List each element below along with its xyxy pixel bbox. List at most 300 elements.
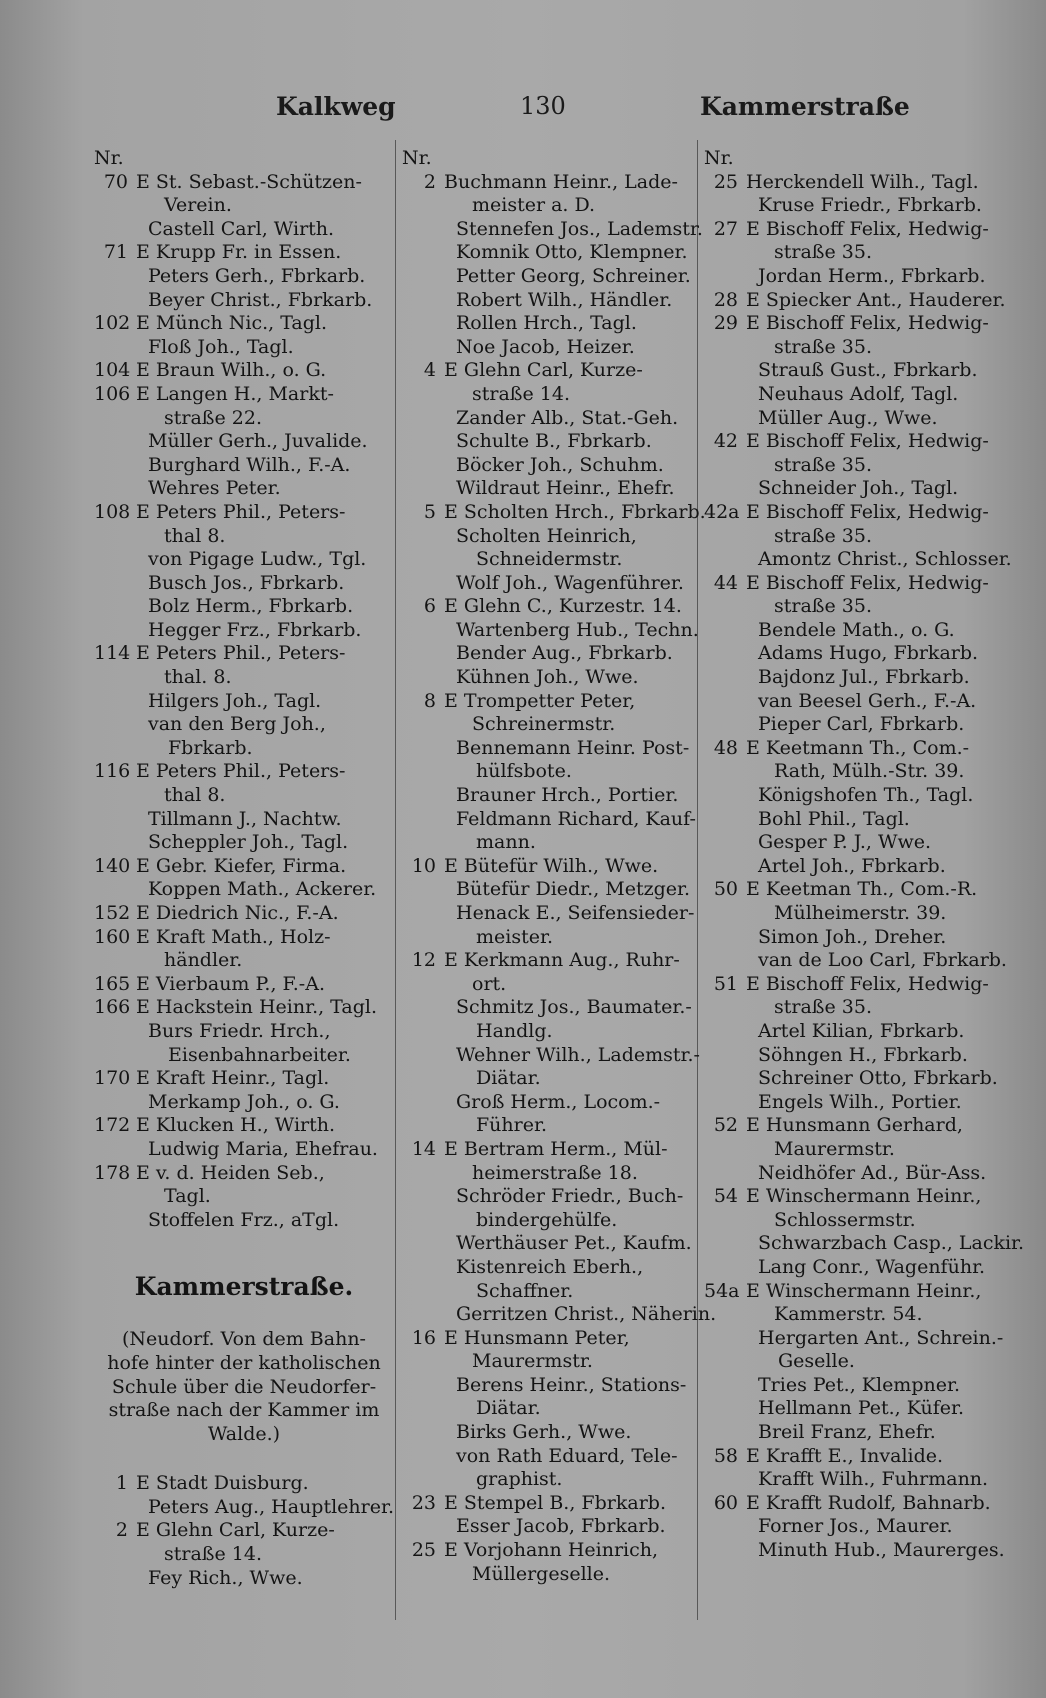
resident-text: Schneider Joh., Tagl. <box>758 477 959 500</box>
resident-text: Müller Aug., Wwe. <box>758 406 938 429</box>
entry-line <box>704 1492 1004 1516</box>
resident-text: E Keetman Th., Com.-R. <box>746 878 978 901</box>
resident-text: E Bischoff Felix, Hedwig- <box>746 571 989 594</box>
house-number: 106 <box>94 382 131 405</box>
resident-text: Breil Franz, Ehefr. <box>758 1421 936 1444</box>
entry-line <box>704 1515 1004 1539</box>
entry-line <box>704 1256 1004 1280</box>
entry-line <box>704 973 1004 997</box>
entry-line <box>402 194 694 218</box>
resident-text: Artel Joh., Fbrkarb. <box>758 854 946 877</box>
resident-text: Henack E., Seifensieder- <box>456 902 695 924</box>
entry-line <box>704 1421 1004 1445</box>
resident-text: Kammerstr. 54. <box>774 1303 923 1326</box>
column-divider-1 <box>395 140 396 1620</box>
resident-text: Fbrkarb. <box>168 736 253 759</box>
resident-text: E Peters Phil., Peters- <box>136 760 346 783</box>
entry-line <box>402 1303 717 1327</box>
entry-line <box>402 1162 694 1186</box>
resident-text: Werthäuser Pet., Kaufm. <box>456 1232 692 1255</box>
entry-line <box>402 1043 700 1068</box>
house-number: 14 <box>411 1137 436 1160</box>
entry-line <box>704 336 1004 360</box>
entry-line <box>402 902 694 926</box>
resident-text: Schreinermstr. <box>472 713 616 736</box>
entry-line <box>94 690 394 714</box>
entry-line <box>402 1232 694 1256</box>
resident-text: Wildraut Heinr., Ehefr. <box>456 477 675 500</box>
resident-text: E Glehn Carl, Kurze- <box>444 359 643 382</box>
entry-line <box>402 926 694 950</box>
resident-text: Adams Hugo, Fbrkarb. <box>758 642 979 665</box>
house-number: 51 <box>713 972 738 995</box>
column-3 <box>704 147 1025 1563</box>
resident-text: E Bertram Herm., Mül- <box>444 1137 668 1160</box>
entry-line <box>94 289 394 313</box>
entry-line <box>704 1138 1004 1162</box>
entry-line <box>402 949 694 973</box>
entry-line <box>704 737 1004 761</box>
entry-line <box>704 1350 1004 1374</box>
resident-text: Geselle. <box>778 1350 855 1373</box>
entry-line <box>94 595 394 619</box>
resident-text: Königshofen Th., Tagl. <box>758 784 974 807</box>
entry-line <box>402 359 694 383</box>
house-number: 54 <box>713 1185 738 1208</box>
entry-line <box>94 1067 394 1091</box>
resident-text: meister a. D. <box>472 194 596 217</box>
entry-line <box>94 525 394 549</box>
resident-text: Hilgers Joh., Tagl. <box>148 689 322 712</box>
resident-text: Kistenreich Eberh., <box>456 1255 644 1278</box>
resident-text: händler. <box>164 949 243 972</box>
entry-line <box>402 312 694 336</box>
resident-text: Führer. <box>476 1114 548 1137</box>
page-number: 130 <box>520 92 566 120</box>
house-number: 2 <box>115 1519 128 1542</box>
resident-text: E Langen H., Markt- <box>136 382 334 405</box>
entry-line <box>402 383 694 407</box>
resident-text: hülfsbote. <box>476 760 572 783</box>
entry-line <box>704 1232 1025 1256</box>
entry-line <box>704 265 1004 289</box>
entry-line <box>94 808 394 832</box>
entry-line <box>94 1138 394 1162</box>
resident-text: thal 8. <box>164 784 226 807</box>
entry-line <box>704 241 1004 265</box>
entry-line <box>94 1543 394 1567</box>
entry-line <box>402 1091 694 1115</box>
resident-text: Beyer Christ., Fbrkarb. <box>148 288 373 311</box>
entry-line <box>402 855 694 879</box>
resident-text: Bender Aug., Fbrkarb. <box>456 642 673 665</box>
resident-text: von Rath Eduard, Tele- <box>456 1444 678 1467</box>
resident-text: Herckendell Wilh., Tagl. <box>746 170 979 193</box>
resident-text: Fey Rich., Wwe. <box>148 1566 303 1589</box>
house-number: 48 <box>713 736 738 759</box>
entry-line <box>402 217 703 242</box>
entry-line <box>704 477 1004 501</box>
house-number: 170 <box>94 1067 131 1090</box>
resident-text: Schulte B., Fbrkarb. <box>456 430 652 453</box>
house-number: 12 <box>411 949 436 972</box>
entry-line <box>704 1020 1004 1044</box>
resident-text: E Hunsmann Peter, <box>444 1326 630 1349</box>
entry-line <box>402 1185 694 1209</box>
entry-line <box>94 383 394 407</box>
resident-text: Robert Wilh., Händler. <box>456 288 673 311</box>
entry-line <box>704 949 1007 973</box>
resident-text: Strauß Gust., Fbrkarb. <box>758 359 978 382</box>
resident-text: Müllergeselle. <box>472 1562 611 1585</box>
section-description-line: Walde.) <box>207 1422 281 1445</box>
entry-line <box>402 690 694 714</box>
entry-line <box>402 1114 694 1138</box>
resident-text: Maurermstr. <box>774 1137 895 1160</box>
entry-line <box>704 666 1004 690</box>
entry-line <box>704 760 1004 784</box>
resident-text: straße 22. <box>164 406 262 429</box>
resident-text: E Braun Wilh., o. G. <box>136 359 327 382</box>
resident-text: Bendele Math., o. G. <box>758 618 955 641</box>
entry-line <box>704 1303 1004 1327</box>
resident-text: E Bischoff Felix, Hedwig- <box>746 312 989 335</box>
entry-line <box>704 808 1004 832</box>
resident-text: Simon Joh., Dreher. <box>758 925 947 948</box>
house-number: 166 <box>94 996 131 1019</box>
resident-text: E Krafft E., Invalide. <box>746 1444 944 1467</box>
resident-text: mann. <box>476 831 536 854</box>
resident-text: Schröder Friedr., Buch- <box>456 1185 684 1208</box>
entry-line <box>94 430 394 454</box>
entry-line <box>402 878 694 902</box>
house-number: 5 <box>423 500 436 523</box>
resident-text: E Stempel B., Fbrkarb. <box>444 1491 666 1514</box>
resident-text: E St. Sebast.-Schützen- <box>136 170 362 193</box>
entry-line <box>94 902 394 926</box>
resident-text: Bajdonz Jul., Fbrkarb. <box>758 666 970 689</box>
entry-line <box>402 831 694 855</box>
entry-line <box>94 666 394 690</box>
entry-line <box>402 784 694 808</box>
house-number: 16 <box>411 1326 436 1349</box>
resident-text: Wehner Wilh., Lademstr.- <box>456 1043 700 1066</box>
resident-text: van Beesel Gerh., F.-A. <box>758 689 977 712</box>
resident-text: E Peters Phil., Peters- <box>136 642 346 665</box>
entry-line <box>402 1350 694 1374</box>
house-number: 25 <box>713 170 738 193</box>
entry-line <box>402 1468 694 1492</box>
resident-text: straße 35. <box>774 453 872 476</box>
resident-text: E Vorjohann Heinrich, <box>444 1539 659 1562</box>
entry-line <box>94 855 394 879</box>
resident-text: E Kerkmann Aug., Ruhr- <box>444 949 680 972</box>
resident-text: Gerritzen Christ., Näherin. <box>456 1303 717 1326</box>
resident-text: Wartenberg Hub., Techn. <box>456 618 699 641</box>
entry-line <box>402 265 694 289</box>
resident-text: Krafft Wilh., Fuhrmann. <box>758 1468 989 1491</box>
entry-line <box>402 500 706 525</box>
resident-text: Rath, Mülh.-Str. 39. <box>774 760 965 783</box>
entry-line <box>704 359 1004 383</box>
resident-text: Groß Herm., Locom.- <box>456 1090 661 1113</box>
house-number: 172 <box>94 1114 131 1137</box>
house-number: 42a <box>704 500 740 523</box>
entry-line <box>704 902 1004 926</box>
entry-line <box>704 430 1004 454</box>
entry-line <box>94 336 394 360</box>
resident-text: Bennemann Heinr. Post- <box>456 736 690 759</box>
entry-line <box>402 1020 694 1044</box>
house-number: 178 <box>94 1161 131 1184</box>
resident-text: E Winschermann Heinr., <box>746 1185 982 1208</box>
entry-line <box>94 926 394 950</box>
entry-line <box>402 548 694 572</box>
resident-text: E Bischoff Felix, Hedwig- <box>746 500 989 523</box>
entry-line <box>704 1327 1004 1351</box>
entry-line <box>402 1374 694 1398</box>
resident-text: Bohl Phil., Tagl. <box>758 807 910 830</box>
entry-line <box>704 501 1004 525</box>
entry-line <box>402 760 694 784</box>
entry-line <box>704 1374 1004 1398</box>
resident-text: Hellmann Pet., Küfer. <box>758 1397 965 1420</box>
entry-line <box>704 619 1004 643</box>
entry-line <box>402 1421 694 1445</box>
section-description-line: Schule über die Neudorfer- <box>111 1375 377 1398</box>
resident-text: E Münch Nic., Tagl. <box>136 312 328 335</box>
house-number: 1 <box>115 1472 128 1495</box>
entry-line <box>94 241 394 265</box>
resident-text: Wehres Peter. <box>148 477 281 500</box>
house-number: 140 <box>94 854 131 877</box>
house-number: 165 <box>94 972 131 995</box>
entry-line <box>704 1162 1004 1186</box>
resident-text: Busch Jos., Fbrkarb. <box>148 571 345 594</box>
entry-line <box>402 737 694 761</box>
entry-line <box>704 642 1004 666</box>
resident-text: Burs Friedr. Hrch., <box>148 1019 331 1042</box>
resident-text: Bolz Herm., Fbrkarb. <box>148 595 354 618</box>
entry-line <box>704 1539 1004 1563</box>
entry-line <box>402 666 694 690</box>
entry-line <box>94 760 394 784</box>
resident-text: Buchmann Heinr., Lade- <box>444 170 678 193</box>
resident-text: E Glehn Carl, Kurze- <box>136 1519 335 1542</box>
house-number: 23 <box>411 1491 436 1514</box>
resident-text: Artel Kilian, Fbrkarb. <box>758 1019 965 1042</box>
house-number: 160 <box>94 925 131 948</box>
entry-line <box>402 1327 694 1351</box>
entry-line <box>94 171 394 195</box>
resident-text: E Bütefür Wilh., Wwe. <box>444 854 659 877</box>
entry-line <box>94 1567 394 1591</box>
entry-line <box>402 1138 694 1162</box>
entry-line <box>94 1020 394 1044</box>
resident-text: E Klucken H., Wirth. <box>136 1114 336 1137</box>
entry-line <box>402 454 694 478</box>
resident-text: Scholten Heinrich, <box>456 524 637 547</box>
entry-line <box>704 194 1004 218</box>
resident-text: Tries Pet., Klempner. <box>758 1373 961 1396</box>
entry-line <box>94 359 394 383</box>
house-number: 44 <box>713 571 738 594</box>
resident-text: Neidhöfer Ad., Bür-Ass. <box>758 1161 987 1184</box>
resident-text: E Hackstein Heinr., Tagl. <box>136 996 377 1019</box>
entry-line <box>402 996 694 1020</box>
entry-line <box>94 619 394 643</box>
entry-line <box>704 1044 1004 1068</box>
resident-text: Maurermstr. <box>472 1350 593 1373</box>
entry-line <box>94 1519 394 1543</box>
resident-text: Castell Carl, Wirth. <box>148 217 335 240</box>
entry-line <box>704 1397 1004 1421</box>
house-number: 42 <box>713 430 738 453</box>
entry-line <box>402 336 694 360</box>
house-number: 29 <box>713 312 738 335</box>
entry-line <box>402 1515 694 1539</box>
resident-text: E Vierbaum P., F.-A. <box>136 972 325 995</box>
resident-text: E Hunsmann Gerhard, <box>746 1114 963 1137</box>
entry-line <box>704 784 1004 808</box>
entry-line <box>94 973 394 997</box>
entry-line <box>94 949 394 973</box>
resident-text: Bütefür Diedr., Metzger. <box>456 878 691 901</box>
entry-line <box>94 572 394 596</box>
entry-line <box>704 878 1004 902</box>
entry-line <box>94 194 394 218</box>
entry-line <box>402 289 694 313</box>
house-number: 71 <box>103 241 128 264</box>
resident-text: Petter Georg, Schreiner. <box>456 264 691 287</box>
entry-line <box>402 572 694 596</box>
resident-text: E Trompetter Peter, <box>444 689 636 712</box>
resident-text: Peters Gerh., Fbrkarb. <box>148 264 366 287</box>
entry-line <box>402 808 694 832</box>
resident-text: Handlg. <box>476 1019 553 1042</box>
resident-text: straße 14. <box>472 382 570 405</box>
house-number: 2 <box>423 170 436 193</box>
resident-text: Burghard Wilh., F.-A. <box>148 453 351 476</box>
resident-text: Amontz Christ., Schlosser. <box>758 548 1012 571</box>
house-number: 152 <box>94 902 131 924</box>
resident-text: Pieper Carl, Fbrkarb. <box>758 713 965 736</box>
resident-text: Stennefen Jos., Lademstr. <box>456 217 703 240</box>
header-left-street: Kalkweg <box>276 92 396 121</box>
entry-line <box>704 1209 1004 1233</box>
resident-text: E v. d. Heiden Seb., <box>136 1161 325 1184</box>
entry-line <box>94 477 394 501</box>
entry-line <box>402 407 694 431</box>
resident-text: straße 35. <box>774 996 872 1019</box>
resident-text: Berens Heinr., Stations- <box>456 1373 687 1396</box>
resident-text: Eisenbahnarbeiter. <box>168 1043 351 1066</box>
section-title: Kammerstraße. <box>134 1272 354 1302</box>
house-number: 52 <box>713 1114 738 1137</box>
entry-line <box>704 855 1004 879</box>
house-number: 10 <box>411 854 436 877</box>
entry-line <box>704 454 1004 478</box>
column-nr-label: Nr. <box>94 147 124 169</box>
entry-line <box>704 926 1004 950</box>
resident-text: Stoffelen Frz., aTgl. <box>148 1208 340 1231</box>
resident-text: Scheppler Joh., Tagl. <box>148 831 349 854</box>
house-number: 54a <box>704 1279 740 1302</box>
resident-text: Müller Gerh., Juvalide. <box>148 430 368 453</box>
entry-line <box>402 1492 694 1516</box>
resident-text: graphist. <box>476 1468 563 1491</box>
entry-line <box>402 618 699 643</box>
entry-line <box>94 407 394 431</box>
spacer <box>94 1446 394 1472</box>
resident-text: Esser Jacob, Fbrkarb. <box>456 1515 666 1538</box>
column-nr-label: Nr. <box>704 147 734 169</box>
entry-line <box>402 1067 694 1091</box>
entry-line <box>704 383 1004 407</box>
entry-line <box>402 595 694 619</box>
resident-text: E Krafft Rudolf, Bahnarb. <box>746 1491 991 1514</box>
resident-text: E Diedrich Nic., F.-A. <box>136 902 339 924</box>
house-number: 8 <box>423 689 436 712</box>
entry-line <box>94 501 394 525</box>
resident-text: Diätar. <box>476 1067 541 1090</box>
entry-line <box>704 713 1004 737</box>
entry-line <box>704 1114 1004 1138</box>
resident-text: Hegger Frz., Fbrkarb. <box>148 618 362 641</box>
resident-text: Kruse Friedr., Fbrkarb. <box>758 194 982 217</box>
resident-text: Koppen Math., Ackerer. <box>148 878 377 901</box>
house-number: 58 <box>713 1444 738 1467</box>
house-number: 114 <box>94 642 131 665</box>
entry-line <box>704 312 1004 336</box>
entry-line <box>94 878 394 902</box>
resident-text: heimerstraße 18. <box>472 1161 638 1184</box>
column-divider-2 <box>697 140 698 1620</box>
entry-line <box>704 1445 1004 1469</box>
entry-line <box>704 525 1004 549</box>
entry-line <box>94 1209 394 1233</box>
entry-line <box>94 1114 394 1138</box>
resident-text: Neuhaus Adolf, Tagl. <box>758 382 959 405</box>
column-1 <box>94 147 394 1590</box>
resident-text: van de Loo Carl, Fbrkarb. <box>758 949 1007 972</box>
entry-line <box>402 477 694 501</box>
resident-text: Peters Aug., Hauptlehrer. <box>148 1495 395 1518</box>
entry-line <box>402 1280 694 1304</box>
resident-text: Diätar. <box>476 1397 541 1420</box>
resident-text: straße 35. <box>774 335 872 358</box>
entry-line <box>402 1563 694 1587</box>
resident-text: Minuth Hub., Maurerges. <box>758 1539 1005 1562</box>
resident-text: Gesper P. J., Wwe. <box>758 831 932 854</box>
resident-text: E Keetmann Th., Com.- <box>746 736 970 759</box>
resident-text: ort. <box>472 972 507 995</box>
resident-text: E Stadt Duisburg. <box>136 1472 309 1495</box>
resident-text: straße 14. <box>164 1543 262 1566</box>
entry-line <box>94 737 394 761</box>
resident-text: meister. <box>476 925 554 948</box>
page-header <box>0 92 1046 132</box>
resident-text: Ludwig Maria, Ehefrau. <box>148 1137 378 1160</box>
resident-text: Engels Wilh., Portier. <box>758 1090 962 1113</box>
resident-text: Schlossermstr. <box>774 1208 916 1231</box>
entry-line <box>704 831 1004 855</box>
house-number: 4 <box>423 359 436 382</box>
resident-text: Forner Jos., Maurer. <box>758 1515 953 1538</box>
resident-text: Tagl. <box>164 1185 211 1208</box>
resident-text: Hergarten Ant., Schrein.- <box>758 1326 1004 1349</box>
resident-text: Schaffner. <box>476 1279 574 1302</box>
